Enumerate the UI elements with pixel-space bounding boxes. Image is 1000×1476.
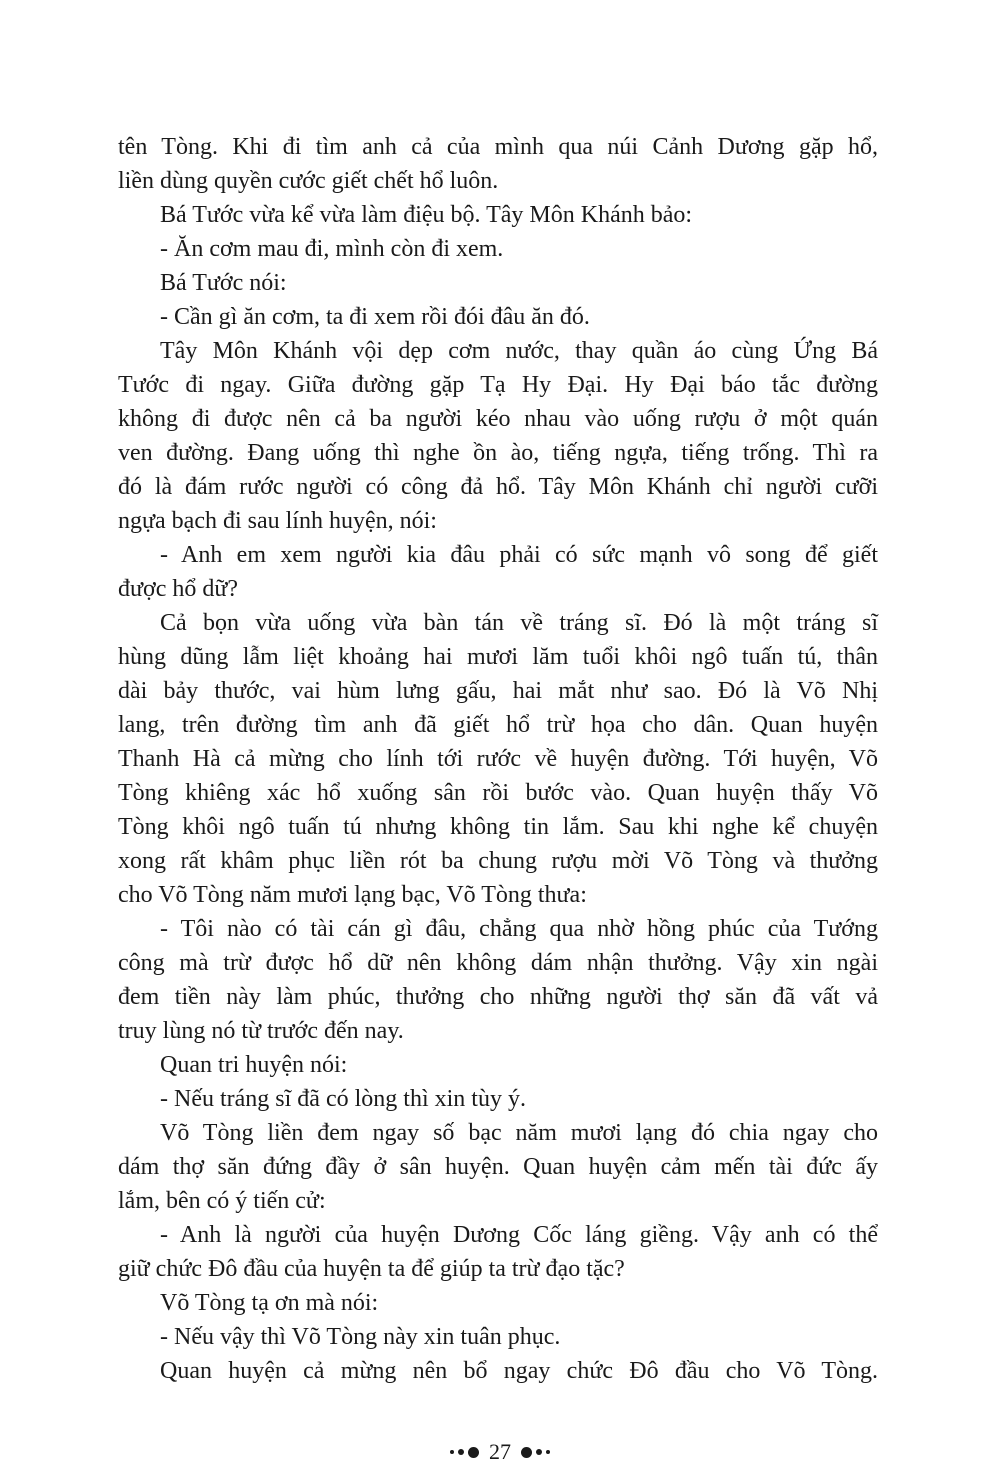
page-footer	[0, 1438, 1000, 1466]
text-line: truy lùng nó từ trước đến nay.	[118, 1018, 404, 1044]
text-line: Tây Môn Khánh vội dẹp cơm nước, thay quần áo cùng Ứng Bá	[160, 338, 878, 364]
text-line: - Cần gì ăn cơm, ta đi xem rồi đói đâu ăn đó.	[160, 304, 590, 330]
text-line: đem tiền này làm phúc, thưởng cho những người thợ săn đã vất vả	[118, 984, 878, 1010]
text-line: đó là đám rước người có công đả hổ. Tây Môn Khánh chỉ người cưỡi	[118, 474, 878, 500]
text-line: Quan huyện cả mừng nên bổ ngay chức Đô đầu cho Võ Tòng.	[160, 1358, 878, 1384]
text-line: liền dùng quyền cước giết chết hổ luôn.	[118, 168, 499, 194]
text-line: ven đường. Đang uống thì nghe ồn ào, tiếng ngựa, tiếng trống. Thì ra	[118, 440, 878, 466]
text-line: - Nếu tráng sĩ đã có lòng thì xin tùy ý.	[160, 1086, 526, 1112]
ornament-dot-icon	[458, 1449, 464, 1455]
text-line: không đi được nên cả ba người kéo nhau vào uống rượu ở một quán	[118, 406, 878, 432]
text-line: lang, trên đường tìm anh đã giết hổ trừ họa cho dân. Quan huyện	[118, 712, 878, 738]
text-line: xong rất khâm phục liền rót ba chung rượu mời Võ Tòng và thưởng	[118, 848, 878, 874]
text-line: công mà trừ được hổ dữ nên không dám nhận thưởng. Vậy xin ngài	[118, 950, 878, 976]
text-line: Võ Tòng tạ ơn mà nói:	[160, 1290, 379, 1316]
text-line: Tước đi ngay. Giữa đường gặp Tạ Hy Đại. Hy Đại báo tắc đường	[118, 372, 878, 398]
text-line: Cả bọn vừa uống vừa bàn tán về tráng sĩ. Đó là một tráng sĩ	[160, 610, 878, 636]
text-line: lắm, bên có ý tiến cử:	[118, 1188, 326, 1214]
ornament-dot-icon	[450, 1450, 454, 1454]
ornament-dot-icon	[536, 1449, 542, 1455]
text-line: Thanh Hà cả mừng cho lính tới rước về huyện đường. Tới huyện, Võ	[118, 746, 878, 772]
ornament-dot-icon	[468, 1447, 479, 1458]
text-line: cho Võ Tòng năm mươi lạng bạc, Võ Tòng thưa:	[118, 882, 587, 908]
text-line: Quan tri huyện nói:	[160, 1052, 348, 1078]
text-line: dài bảy thước, vai hùm lưng gấu, hai mắt như sao. Đó là Võ Nhị	[118, 678, 878, 704]
text-line: được hổ dữ?	[118, 576, 239, 602]
text-line: giữ chức Đô đầu của huyện ta để giúp ta trừ đạo tặc?	[118, 1256, 625, 1282]
text-line: - Ăn cơm mau đi, mình còn đi xem.	[160, 236, 504, 262]
text-line: dám thợ săn đứng đầy ở sân huyện. Quan huyện cảm mến tài đức ấy	[118, 1154, 878, 1180]
ornament-dot-icon	[546, 1450, 550, 1454]
text-line: ngựa bạch đi sau lính huyện, nói:	[118, 508, 437, 534]
text-line: - Nếu vậy thì Võ Tòng này xin tuân phục.	[160, 1324, 561, 1350]
text-line: - Anh em xem người kia đâu phải có sức mạnh vô song để giết	[160, 542, 878, 568]
text-line: - Tôi nào có tài cán gì đâu, chẳng qua nhờ hồng phúc của Tướng	[160, 916, 878, 942]
body-text	[118, 130, 878, 1388]
text-line: Tòng khiêng xác hổ xuống sân rồi bước vào. Quan huyện thấy Võ	[118, 780, 878, 806]
text-line: hùng dũng lẫm liệt khoảng hai mươi lăm tuổi khôi ngô tuấn tú, thân	[118, 644, 878, 670]
text-line: Bá Tước vừa kể vừa làm điệu bộ. Tây Môn Khánh bảo:	[160, 202, 693, 228]
text-line: Võ Tòng liền đem ngay số bạc năm mươi lạng đó chia ngay cho	[160, 1120, 878, 1146]
text-line: - Anh là người của huyện Dương Cốc láng giềng. Vậy anh có thể	[160, 1222, 878, 1248]
text-line: tên Tòng. Khi đi tìm anh cả của mình qua núi Cảnh Dương gặp hổ,	[118, 134, 878, 160]
ornament-dot-icon	[521, 1447, 532, 1458]
text-line: Bá Tước nói:	[160, 270, 287, 296]
text-line: Tòng khôi ngô tuấn tú nhưng không tin lắm. Sau khi nghe kể chuyện	[118, 814, 878, 840]
page-number: 27	[489, 1439, 511, 1464]
